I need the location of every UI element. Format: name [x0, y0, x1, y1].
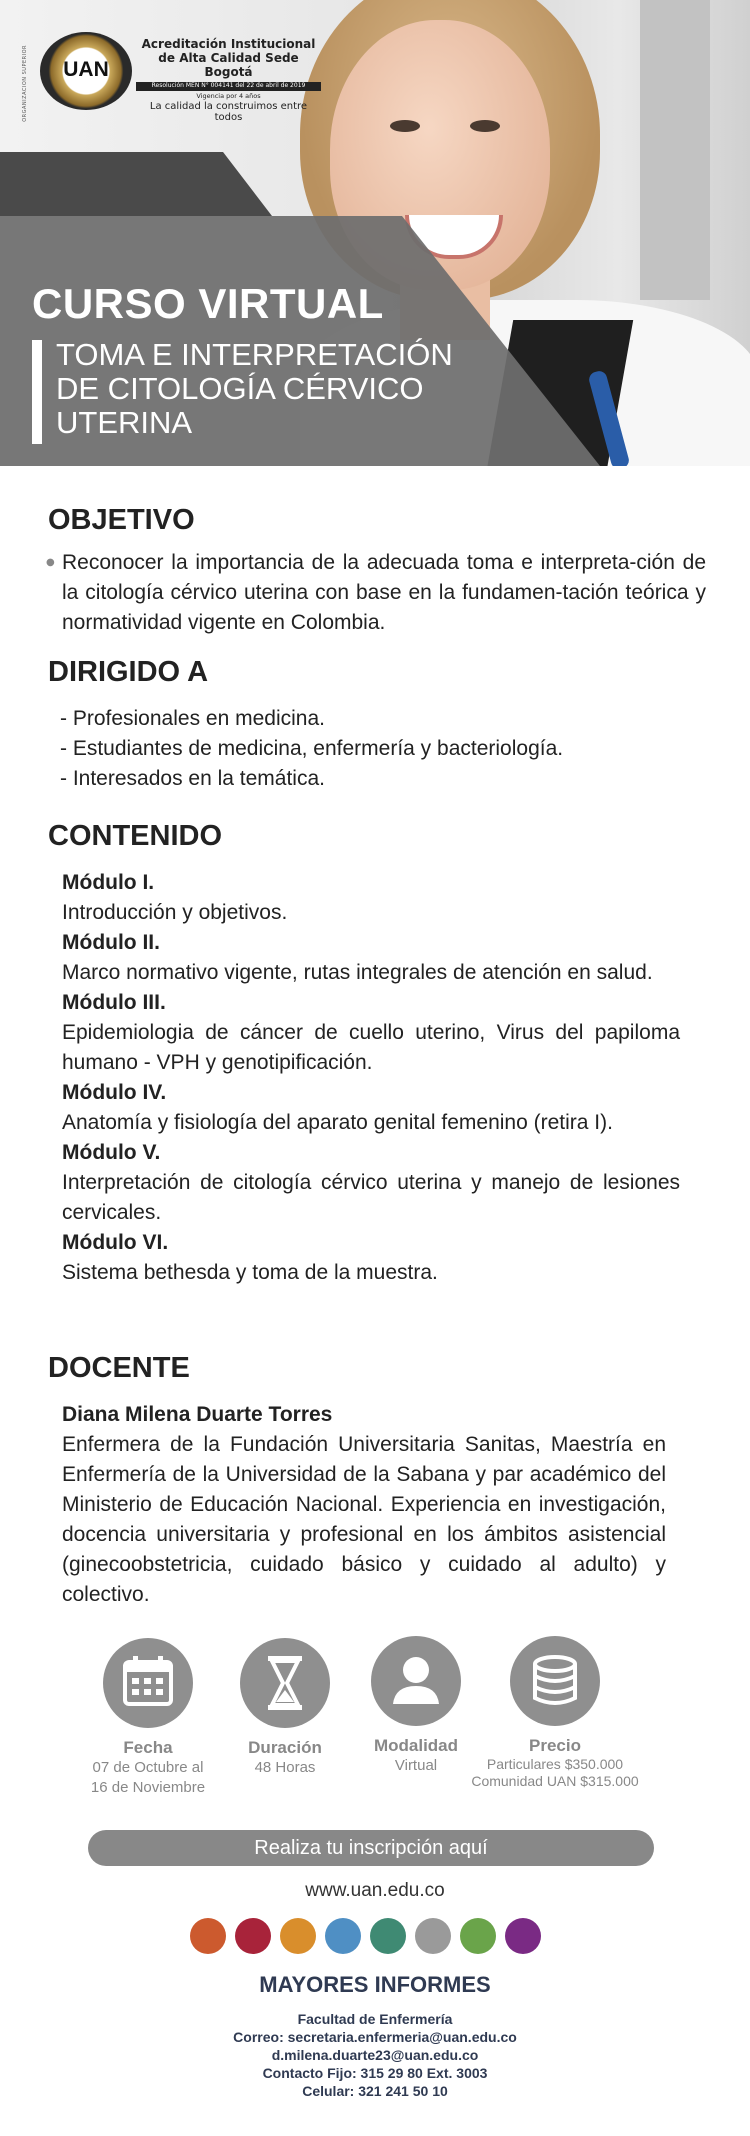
module-title: Módulo V. [62, 1141, 161, 1164]
precio-value: Comunidad UAN $315.000 [471, 1773, 639, 1789]
accreditation-block [136, 38, 321, 124]
dark-accent-band [0, 152, 272, 216]
register-button[interactable]: Realiza tu inscripción aquí [88, 1830, 654, 1866]
module-title: Módulo II. [62, 931, 160, 954]
precio-label: Precio [529, 1736, 581, 1755]
modules-list [62, 868, 680, 1288]
duracion-label: Duración [248, 1738, 322, 1757]
contact-info [0, 2010, 750, 2100]
color-dot [325, 1918, 361, 1954]
color-dot [505, 1918, 541, 1954]
contact-phone: Contacto Fijo: 315 29 80 Ext. 3003 [262, 2065, 488, 2081]
module-title: Módulo I. [62, 871, 155, 894]
docente-bio: Enfermera de la Fundación Universitaria Sanitas, Maestría en Enfermería de la Universidad de la Sabana y par académico del Ministerio de Educación Nacional. Experiencia en investigación, docencia universitaria y profesional en los ámbitos asistencial (ginecoobstetricia, cuidado básico y cuidado al adulto) y colectivo. [62, 1433, 666, 1606]
docente-heading: DOCENTE [48, 1352, 190, 1384]
dirigido-list [60, 704, 700, 794]
precio-value: Particulares $350.000 [486, 1756, 624, 1772]
module-title: Módulo VI. [62, 1231, 169, 1254]
bullet-icon: ● [46, 557, 55, 568]
info-duracion [225, 1638, 345, 1778]
course-title-line: TOMA E INTERPRETACIÓN [56, 337, 453, 372]
accreditation-line-1: Acreditación Institucional [141, 37, 316, 51]
fecha-label: Fecha [123, 1738, 173, 1757]
contact-line: Facultad de Enfermería [297, 2011, 453, 2027]
list-item: - Estudiantes de medicina, enfermería y bacteriología. [60, 737, 564, 760]
list-item: - Interesados en la temática. [60, 767, 325, 790]
module-text: Introducción y objetivos. [62, 901, 288, 924]
website-link[interactable]: www.uan.edu.co [305, 1880, 445, 1901]
info-fecha [88, 1638, 208, 1798]
woman-eye-right [470, 120, 500, 132]
duracion-value: 48 Horas [254, 1759, 316, 1776]
dirigido-heading: DIRIGIDO A [48, 656, 209, 688]
contact-email[interactable]: d.milena.duarte23@uan.edu.co [271, 2047, 479, 2063]
docente-block [62, 1400, 666, 1610]
user-icon [371, 1636, 461, 1726]
mayores-informes-heading: MAYORES INFORMES [259, 1972, 491, 1997]
coins-icon [510, 1636, 600, 1726]
woman-eye-left [390, 120, 420, 132]
objetivo-heading: OBJETIVO [48, 504, 195, 536]
resolution-text: Resolución MEN N° 004141 del 22 de abril de 2019 [136, 82, 321, 91]
contact-email[interactable]: Correo: secretaria.enfermeria@uan.edu.co [233, 2029, 517, 2045]
module-title: Módulo IV. [62, 1081, 167, 1104]
background-door [640, 0, 710, 300]
module-text: Marco normativo vigente, rutas integrales de atención en salud. [62, 961, 653, 984]
color-dot [280, 1918, 316, 1954]
contact-mobile: Celular: 321 241 50 10 [302, 2083, 448, 2099]
docente-name: Diana Milena Duarte Torres [62, 1403, 333, 1426]
fecha-value: 07 de Octubre al [92, 1759, 204, 1776]
course-title-line: UTERINA [56, 405, 193, 440]
module-text: Interpretación de citología cérvico uterina y manejo de lesiones cervicales. [62, 1171, 680, 1224]
modalidad-value: Virtual [394, 1757, 438, 1774]
modalidad-label: Modalidad [373, 1736, 459, 1755]
color-dots [190, 1918, 570, 1956]
module-title: Módulo III. [62, 991, 166, 1014]
side-text: ORGANIZACION SUPERIOR [22, 45, 28, 122]
info-modalidad [356, 1636, 476, 1776]
course-type: CURSO VIRTUAL [32, 280, 384, 327]
color-dot [235, 1918, 271, 1954]
slogan-text: La calidad la construimos entre todos [149, 100, 308, 124]
module-text: Epidemiologia de cáncer de cuello uterino, Virus del papiloma humano - VPH y genotipificación. [62, 1021, 680, 1074]
uan-logo-text: UAN [63, 58, 109, 81]
course-title [56, 338, 516, 440]
calendar-icon [103, 1638, 193, 1728]
hero-banner [0, 0, 750, 466]
contenido-heading: CONTENIDO [48, 820, 222, 852]
info-precio [470, 1636, 640, 1790]
color-dot [190, 1918, 226, 1954]
hourglass-icon [240, 1638, 330, 1728]
module-text: Sistema bethesda y toma de la muestra. [62, 1261, 438, 1284]
uan-logo [40, 32, 132, 110]
objetivo-text: Reconocer la importancia de la adecuada toma e interpreta-ción de la citología cérvico uterina con base en la fundamen-tación teórica y normatividad vigente en Colombia. [62, 551, 706, 634]
module-text: Anatomía y fisiología del aparato genital femenino (retira I). [62, 1111, 613, 1134]
title-accent-bar [32, 340, 42, 444]
list-item: - Profesionales en medicina. [60, 707, 325, 730]
color-dot [415, 1918, 451, 1954]
vigencia-text: Vigencia por 4 años [196, 92, 261, 101]
color-dot [460, 1918, 496, 1954]
fecha-value: 16 de Noviembre [90, 1779, 206, 1796]
color-dot [370, 1918, 406, 1954]
course-title-line: DE CITOLOGÍA CÉRVICO [56, 371, 424, 406]
accreditation-line-2: de Alta Calidad Sede Bogotá [158, 50, 299, 79]
